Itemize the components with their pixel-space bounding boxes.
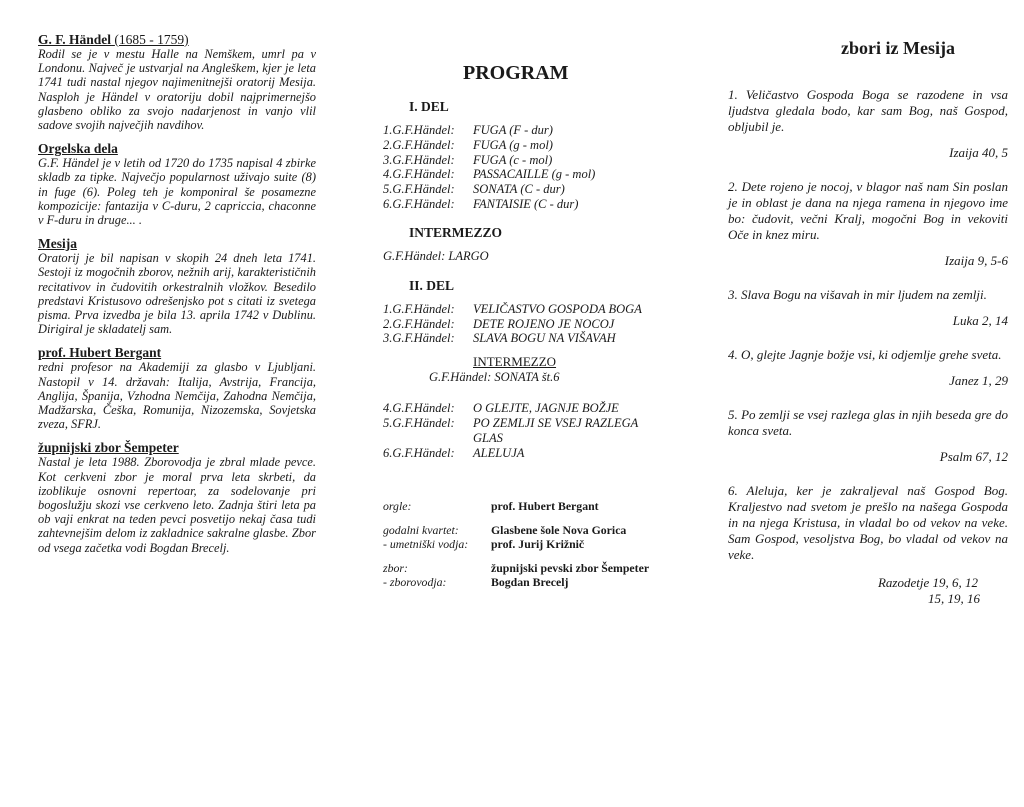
verse-1: 1. Veličastvo Gospoda Boga se razodene in vsa ljudstva gledala bodo, kar sam Bog, naš Gospod, obljubil je. bbox=[728, 87, 1008, 134]
verse-3: 3. Slava Bogu na višavah in mir ljudem na zemlji. bbox=[728, 287, 987, 302]
verse-2: 2. Dete rojeno je nocoj, v blagor naš nam Sin poslan je in oblast je dana na njega ramena in njegovo ime bo: čudovit, večni Kralj, mogočni Bog in vekoviti Oče in knez miru. bbox=[728, 179, 1008, 242]
program-row: 2.G.F.Händel: DETE ROJENO JE NOCOJ bbox=[383, 316, 615, 331]
section-text: Nastal je leta 1988. Zborovodja je zbral mlade pevce. Kot cerkveni zbor je moral prva leta skrbeti, da izoblikuje osnovni repertoar, za sodelovanje pri bogoslužju skozi vse cerkveno leto. Zadnja štiri leta pa ob vaji enkrat na teden pevci posvetijo nekaj časa tudi zahtevnejšim delom iz zakladnice sakralne glasbe. Zbor od vsega začetka vodi Bogdan Brecelj. bbox=[38, 455, 316, 555]
program-row: 5.G.F.Händel: SONATA (C - dur) bbox=[383, 182, 565, 197]
section-text: redni profesor na Akademiji za glasbo v Ljubljani. Nastopil v 14. državah: Italija, Avstrija, Francija, Anglija, Španija, Vzhodna Nemčija, Zahodna Nemčija, Madžarska, Češka, Romunija, Nizozemska, Sovjetska zveza, SFRJ. bbox=[38, 360, 316, 432]
credits bbox=[383, 500, 693, 589]
section-orgelska-dela bbox=[38, 141, 316, 227]
section-zbor bbox=[38, 440, 316, 554]
section-mesija bbox=[38, 236, 316, 336]
left-column bbox=[38, 32, 316, 777]
program-row: 1.G.F.Händel: VELIČASTVO GOSPODA BOGA bbox=[383, 301, 642, 316]
verse-1-ref: Izaija 40, 5 bbox=[949, 145, 1008, 160]
program-row: 3.G.F.Händel: SLAVA BOGU NA VIŠAVAH bbox=[383, 331, 616, 346]
verse-4-ref: Janez 1, 29 bbox=[949, 373, 1008, 388]
verse-5-ref: Psalm 67, 12 bbox=[939, 449, 1008, 464]
program-row: 6.G.F.Händel: ALELUJA bbox=[383, 445, 525, 460]
program-column bbox=[383, 62, 693, 807]
part-2-heading: II. DEL bbox=[409, 277, 455, 293]
section-handel bbox=[38, 32, 316, 132]
verse-3-ref: Luka 2, 14 bbox=[952, 313, 1008, 328]
verse-5: 5. Po zemlji se vsej razlega glas in njih beseda gre do konca sveta. bbox=[728, 407, 1008, 438]
choruses-title: zbori iz Mesija bbox=[841, 38, 955, 58]
verse-4: 4. O, glejte Jagnje božje vsi, ki odjemlje grehe sveta. bbox=[728, 347, 1002, 362]
verse-2-ref: Izaija 9, 5-6 bbox=[944, 253, 1008, 268]
verse-6: 6. Aleluja, ker je zakraljeval naš Gospod Bog. Kraljestvo nad svetom je prešlo na našega Gospoda in na njega Kristusa, in vladal bo od vekov na veke. Sam Gospod, vesoljstva Bog, bo vladal od vekov na veke. bbox=[728, 483, 1008, 562]
intermezzo-1-heading: INTERMEZZO bbox=[409, 224, 503, 240]
section-text: Rodil se je v mestu Halle na Nemškem, umrl pa v Londonu. Največ je ustvarjal na Angleškem, kjer je leta 1741 tudi nastal njegov najimenitnejši oratorij Mesija. Nasploh je Händel v oratoriju dobil najprimernejšo glasbeno obliko za svojo nadarjenost in vanjo vlil sadove svojih največjih navdihov. bbox=[38, 47, 316, 133]
intermezzo-1-text: G.F.Händel: LARGO bbox=[383, 248, 489, 263]
credit-row-choir: zbor: - zborovodja: župnijski pevski zbor Šempeter Bogdan Brecelj bbox=[383, 560, 650, 589]
part-2b-list bbox=[383, 401, 693, 460]
section-text: G.F. Händel je v letih od 1720 do 1735 napisal 4 zbirke skladb za tipke. Največjo popularnost uživajo suite (8) in fuge (6). Poleg teh je komponiral še posamezne kompozicije: fantazija v C-duru, 2 capriccia, chaconne v F-duru in druge... . bbox=[38, 156, 316, 228]
choruses-column bbox=[728, 38, 1008, 783]
section-bergant bbox=[38, 345, 316, 431]
program-row: 2.G.F.Händel: FUGA (g - mol) bbox=[383, 137, 553, 152]
program-row: 3.G.F.Händel: FUGA (c - mol) bbox=[383, 152, 553, 167]
section-text: Oratorij je bil napisan v skopih 24 dneh leta 1741. Sestoji iz mogočnih zborov, nežnih arij, karakterističnih recitativov in čudovitih orkestralnih vložkov. Besedilo predstavi Kristusovo odrešenjsko pot s citati iz svetega pisma. Prva izvedba je bila 13. aprila 1742 v Dublinu. Dirigiral je skladatelj sam. bbox=[38, 251, 316, 337]
credit-row-quartet: godalni kvartet: - umetniški vodja: Glasbene šole Nova Gorica prof. Jurij Križnič bbox=[383, 523, 627, 551]
part-1-heading: I. DEL bbox=[409, 99, 449, 114]
section-title: G. F. Händel (1685 - 1759) bbox=[38, 32, 189, 47]
section-title: župnijski zbor Šempeter bbox=[38, 440, 179, 456]
program-row: 1.G.F.Händel: FUGA (F - dur) bbox=[383, 123, 553, 137]
part-2-list bbox=[383, 302, 693, 346]
program-title: PROGRAM bbox=[463, 62, 569, 84]
verse-6-ref: Razodetje 19, 6, 12 15, 19, 16 bbox=[877, 575, 980, 606]
program-row: 6.G.F.Händel: FANTAISIE (C - dur) bbox=[383, 196, 579, 211]
intermezzo-2 bbox=[429, 354, 693, 385]
program-row: 5.G.F.Händel: PO ZEMLJI SE VSEJ RAZLEGA GLAS bbox=[383, 415, 639, 445]
section-title: Mesija bbox=[38, 236, 77, 252]
program-row: 4.G.F.Händel: PASSACAILLE (g - mol) bbox=[383, 167, 596, 182]
program-row: 4.G.F.Händel: O GLEJTE, JAGNJE BOŽJE bbox=[383, 401, 619, 416]
intermezzo-2-heading: INTERMEZZO bbox=[473, 354, 557, 370]
credit-row-organ: orgle: prof. Hubert Bergant bbox=[383, 499, 599, 514]
intermezzo-2-text: G.F.Händel: SONATA št.6 bbox=[429, 370, 560, 385]
section-title: prof. Hubert Bergant bbox=[38, 345, 162, 361]
part-1-list bbox=[383, 123, 693, 212]
section-title: Orgelska dela bbox=[38, 141, 118, 157]
